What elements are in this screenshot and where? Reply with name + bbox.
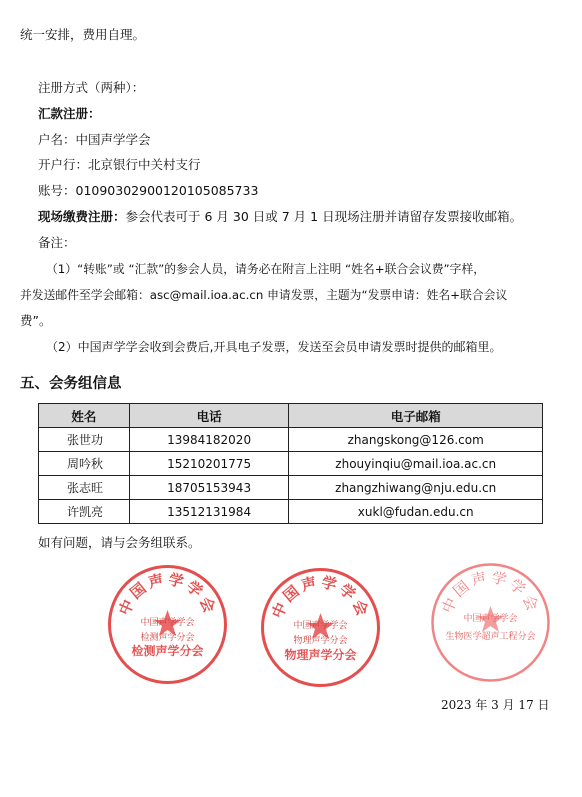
seal-stamp <box>428 560 553 685</box>
name-cell: 许凯亮 <box>39 500 130 524</box>
email-cell: zhangzhiwang@nju.edu.cn <box>289 476 543 500</box>
paragraph-line: 户名：中国声学学会 <box>38 132 151 147</box>
text-span: 参会代表可于 6 月 30 日或 7 月 1 日现场注册并请留存发票接收邮箱。 <box>125 209 523 224</box>
column-header: 电子邮箱 <box>289 404 543 428</box>
seal-stamp <box>105 562 230 687</box>
table-row <box>39 428 543 452</box>
paragraph-line: 账号：01090302900120105085733 <box>38 183 259 198</box>
table-row <box>39 500 543 524</box>
table-row <box>39 476 543 500</box>
paragraph-line: 并发送邮件至学会邮箱：asc@mail.ioa.ac.cn 申请发票，主题为“发票申请：姓名+联合会议 <box>20 288 508 302</box>
bold-label: 现场缴费注册： <box>38 209 126 224</box>
email-cell: zhouyinqiu@mail.ioa.ac.cn <box>289 452 543 476</box>
section-heading: 五、会务组信息 <box>20 376 122 392</box>
seal-middle-text: 中国声学学会 <box>463 614 518 624</box>
seal-stamp <box>258 565 383 690</box>
name-cell: 周吟秋 <box>39 452 130 476</box>
email-cell: xukl@fudan.edu.cn <box>289 500 543 524</box>
contact-table <box>38 403 543 524</box>
seal-bottom-text: 物理声学分会 <box>284 648 357 662</box>
seal-outer-text: 中国声学学会 <box>115 570 220 618</box>
seal-inner-text: 生物医学超声工程分会 <box>445 632 536 642</box>
paragraph-line: （1）“转账”或 “汇款”的参会人员，请务必在附言上注明 “姓名+联合会议费”字样， <box>46 262 486 276</box>
seal-inner-text: 检测声学分会 <box>140 633 195 643</box>
table-header-row <box>39 404 543 428</box>
name-cell: 张志旺 <box>39 476 130 500</box>
table-row <box>39 452 543 476</box>
paragraph-line <box>38 209 522 225</box>
paragraph-line: 如有问题，请与会务组联系。 <box>38 535 201 550</box>
paragraph-line: （2）中国声学学会收到会费后,开具电子发票，发送至会员申请发票时提供的邮箱里。 <box>46 340 502 354</box>
document-date: 2023 年 3 月 17 日 <box>441 698 550 712</box>
name-cell: 张世功 <box>39 428 130 452</box>
paragraph-line: 开户行：北京银行中关村支行 <box>38 157 201 172</box>
phone-cell: 13512131984 <box>129 500 289 524</box>
seal-middle-text: 中国声学学会 <box>140 618 195 628</box>
column-header: 电话 <box>129 404 289 428</box>
seal-middle-text: 中国声学学会 <box>293 621 348 631</box>
paragraph-line: 费”。 <box>20 313 52 328</box>
paragraph-line: 备注： <box>38 235 76 250</box>
section-subheading: 汇款注册： <box>38 106 101 121</box>
seal-bottom-text: 检测声学分会 <box>131 644 204 658</box>
phone-cell: 18705153943 <box>129 476 289 500</box>
phone-cell: 15210201775 <box>129 452 289 476</box>
seal-outer-text: 中国声学学会 <box>268 573 373 621</box>
paragraph-line: 注册方式（两种）： <box>38 80 145 95</box>
phone-cell: 13984182020 <box>129 428 289 452</box>
paragraph-line: 统一安排，费用自理。 <box>20 27 146 42</box>
email-cell: zhangskong@126.com <box>289 428 543 452</box>
seal-inner-text: 物理声学分会 <box>293 636 348 646</box>
seal-outer-text: 中国声学学会 <box>438 568 543 616</box>
column-header: 姓名 <box>39 404 130 428</box>
